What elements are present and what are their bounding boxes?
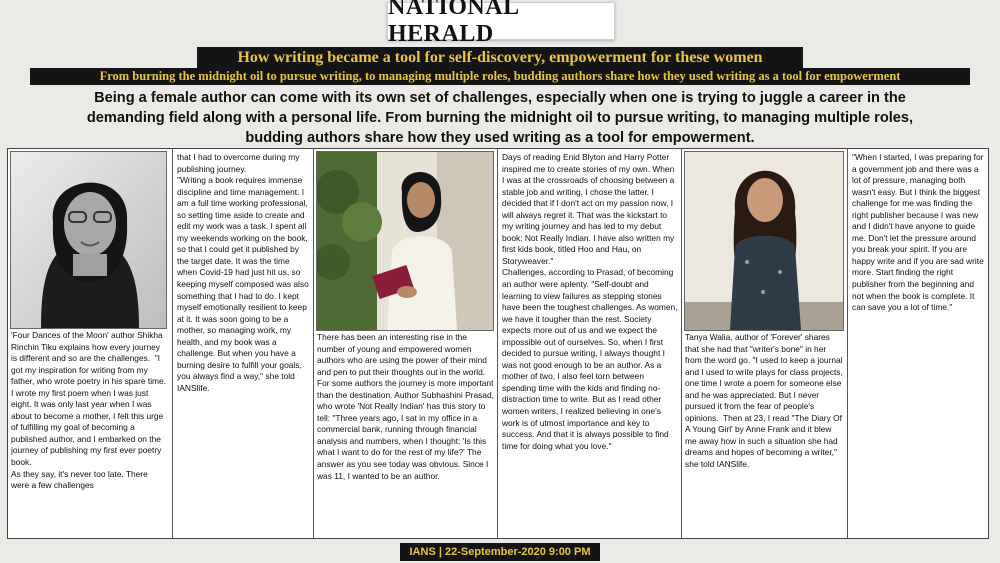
headline: How writing became a tool for self-discovery, empowerment for these women <box>197 47 803 68</box>
author-photo-shikha <box>10 151 167 329</box>
caption-subhashini: There has been an interesting rise in the number of young and empowered women authors who are using the power of their mind and pen to put their thoughts out in the world. For some authors the journey is more important than the destination. Author Subhashini Prasad, who wrote 'Not Really Indian' has this story to tell: "Three years ago, I sat in my office in a commercial bank, running through financial analysis and numbers, when I thought: 'Is this what I want to do for the rest of my life?' The answer as you see today was obvious. Since I was 11, I wanted to be an author. <box>317 332 497 481</box>
story-tanya-continued: "When I started, I was preparing for a government job and there was a lot of pressure, managing both wasn't easy. But I think the biggest challenge for me was finding the right publisher because I was new and I didn't have anyone to guide me. Don't let the pressure around you break your spirit. If you are happy write and if you are sad write more. Start finding the right publisher from the beginning and not when the book is complete. It can save you a lot of time." <box>852 152 987 313</box>
masthead-title: NATIONAL HERALD <box>388 0 519 47</box>
column-4 <box>498 149 681 538</box>
subheadline: From burning the midnight oil to pursue writing, to managing multiple roles, budding authors share how they used writing as a tool for empowerment <box>30 68 970 85</box>
caption-shikha: 'Four Dances of the Moon' author Shikha Rinchin Tiku explains how every journey is different and so are the challenges. "I got my inspiration for writing from my father, who wrote poetry in his spare time. I wrote my first poem when I was just eight. It was only last year when I was about to become a mother, I felt this urge of fulfilling my goal of becoming a published author, and I embarked on the journey of publishing my first ever poetry book. As they say, it's never too late. There were a few challenges <box>11 330 167 491</box>
author-photo-subhashini <box>316 151 494 331</box>
author-photo-tanya <box>684 151 844 331</box>
story-subhashini-continued: Days of reading Enid Blyton and Harry Potter inspired me to create stories of my own. When I was at the crossroads of choosing between a stable job and writing, I chose the latter. I decided that if I don't act on my passion now, I will always regret it. That was the kickstart to my writing journey and has led to my debut book: Not Really Indian. I have also written my first kids book, titled Hoo and Hau, on Storyweaver." Challenges, according to Prasad, of becoming an author were aplenty. "Self-doubt and learning to view failures as stepping stones have been the toughest challenges. As women, we have it tougher than the rest. Society expects more out of us and we expect the impossible out of ourselves. So, when I first decided to pursue writing, I always thought I was not good enough to be an author. As a mother of two, I also feel torn between spending time with the kids and finding no-distraction time to write. But as I read other women writers, I realized believing in one's work is of utmost importance and key to success. And that it is always possible to find time for doing what you love." <box>502 152 678 451</box>
intro-paragraph: Being a female author can come with its own set of challenges, especially when one is trying to juggle a career in the demanding field along with a personal life. From burning the midnight oil to pursue writing, to managing multiple roles, budding authors share how they used writing as a tool for empowerment. <box>86 90 914 146</box>
column-1 <box>8 149 171 538</box>
caption-tanya: Tanya Walia, author of 'Forever' shares that she had that "writer's bone" in her from the word go. "I used to keep a journal and I used to write plays for class projects, one time I wrote a poem for someone else and he was appreciated. But I never pursued it from the fear of people's opinions. Then at 23, I read "The Diary Of A Young Girl' by Anne Frank and it blew me away how in such a situation she had dreams and hopes of becoming a writer," she told IANSlife. <box>685 332 846 470</box>
masthead <box>387 0 615 47</box>
column-6 <box>848 149 988 538</box>
story-shikha-continued: that I had to overcome during my publishing journey. "Writing a book requires immense discipline and time management. I am a full time working professional, so setting time aside to create and edit my work was a task. I spent all my weekends working on the book, so that I could get it published by the target date. It was the time when Covid-19 had just hit us, so keeping myself composed was also something that I had to do. I kept myself emotionally resilient to keep at it. It was soon going to be a mother, so managing work, my health, and my book was a challenge. But when you have a burning desire to fulfill your goals, you always find a way," she told IANSlife. <box>177 152 309 393</box>
footer-byline: IANS | 22-September-2020 9:00 PM <box>400 543 600 561</box>
column-5 <box>682 149 847 538</box>
article-panel <box>7 148 989 539</box>
author-photo-tanya-illustration <box>685 152 843 330</box>
author-photo-subhashini-illustration <box>317 152 493 330</box>
column-2 <box>173 149 313 538</box>
author-photo-shikha-illustration <box>11 152 166 328</box>
column-3 <box>314 149 497 538</box>
